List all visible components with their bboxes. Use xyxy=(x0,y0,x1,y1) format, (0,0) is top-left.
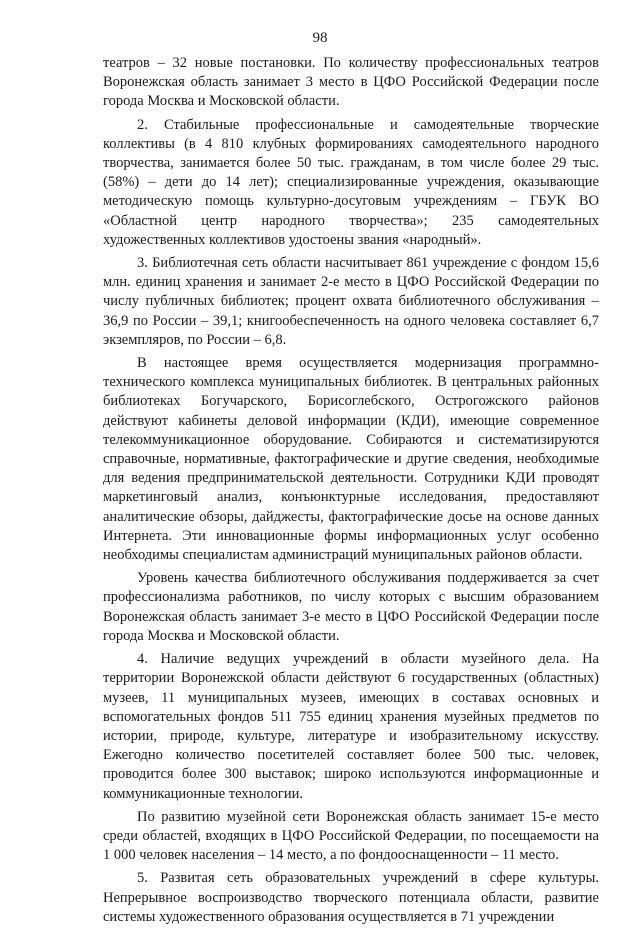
paragraph-museums: 4. Наличие ведущих учреждений в области музейного дела. На территории Воронежской области действуют 6 государственных (областных) музеев, 11 муниципальных музеев, имеющих в составах основных и вспомогательных фондов 511 755 единиц хранения музейных предметов по истории, природе, культуре, литературе и изобразительному искусству. Ежегодно количество посетителей составляет более 500 тыс. человек, проводится более 300 выставок; широко используются информационные и коммуникационные технологии. xyxy=(103,651,599,802)
paragraph-library-modernization: В настоящее время осуществляется модернизация программно-технического комплекса муниципальных библиотек. В центральных районных библиотеках Богучарского, Борисоглебского, Острогожского районов действуют кабинеты деловой информации (КДИ), имеющие современное телекоммуникационное оборудование. Собираются и систематизируются справочные, нормативные, фактографические и другие сведения, необходимые для ведения предпринимательской деятельности. Сотрудники КДИ проводят маркетинговый анализ, конъюнктурные исследования, предоставляют аналитические обзоры, дайджесты, фактографические досье на основе данных Интернета. Эти инновационные формы информационных услуг особенно необходимы специалистам администраций муниципальных районов области. xyxy=(103,355,599,564)
paragraph-theaters-continuation: театров – 32 новые постановки. По количеству профессиональных театров Воронежская область занимает 3 место в ЦФО Российской Федерации после города Москва и Московской области. xyxy=(103,55,599,110)
page-body xyxy=(103,54,599,931)
paragraph-creative-collectives: 2. Стабильные профессиональные и самодеятельные творческие коллективы (в 4 810 клубных формированиях самодеятельного народного творчества, занимается более 50 тыс. гражданам, в том числе более 29 тыс. (58%) – дети до 14 лет); специализированные учреждения, оказывающие методическую помощь культурно-досуговым учреждениям – ГБУК ВО «Областной центр народного творчества»; 235 самодеятельных художественных коллективов удостоены звания «народный». xyxy=(103,116,599,248)
paragraph-library-network: 3. Библиотечная сеть области насчитывает 861 учреждение с фондом 15,6 млн. единиц хранения и занимает 2-е место в ЦФО Российской Федерации по числу публичных библиотек; процент охвата библиотечного обслуживания – 36,9 по России – 39,1; книгообеспеченность на одного человека составляет 6,7 экземпляров, по России – 6,8. xyxy=(103,255,599,348)
page-number: 98 xyxy=(312,30,328,46)
paragraph-museum-network-ranking: По развитию музейной сети Воронежская область занимает 15-е место среди областей, входящих в ЦФО Российской Федерации, по посещаемости на 1 000 человек населения – 14 место, а по фондооснащенности – 11 место. xyxy=(103,808,599,864)
paragraph-library-service-quality: Уровень качества библиотечного обслуживания поддерживается за счет профессионализма работников, по числу которых с высшим образованием Воронежская область занимает 3-е место в ЦФО Российской Федерации после города Москва и Московской области. xyxy=(103,570,599,644)
paragraph-education-institutions: 5. Развитая сеть образовательных учреждений в сфере культуры. Непрерывное воспроизводство творческого потенциала области, развитие системы художественного образования осуществляется в 71 учреждении xyxy=(103,870,599,925)
